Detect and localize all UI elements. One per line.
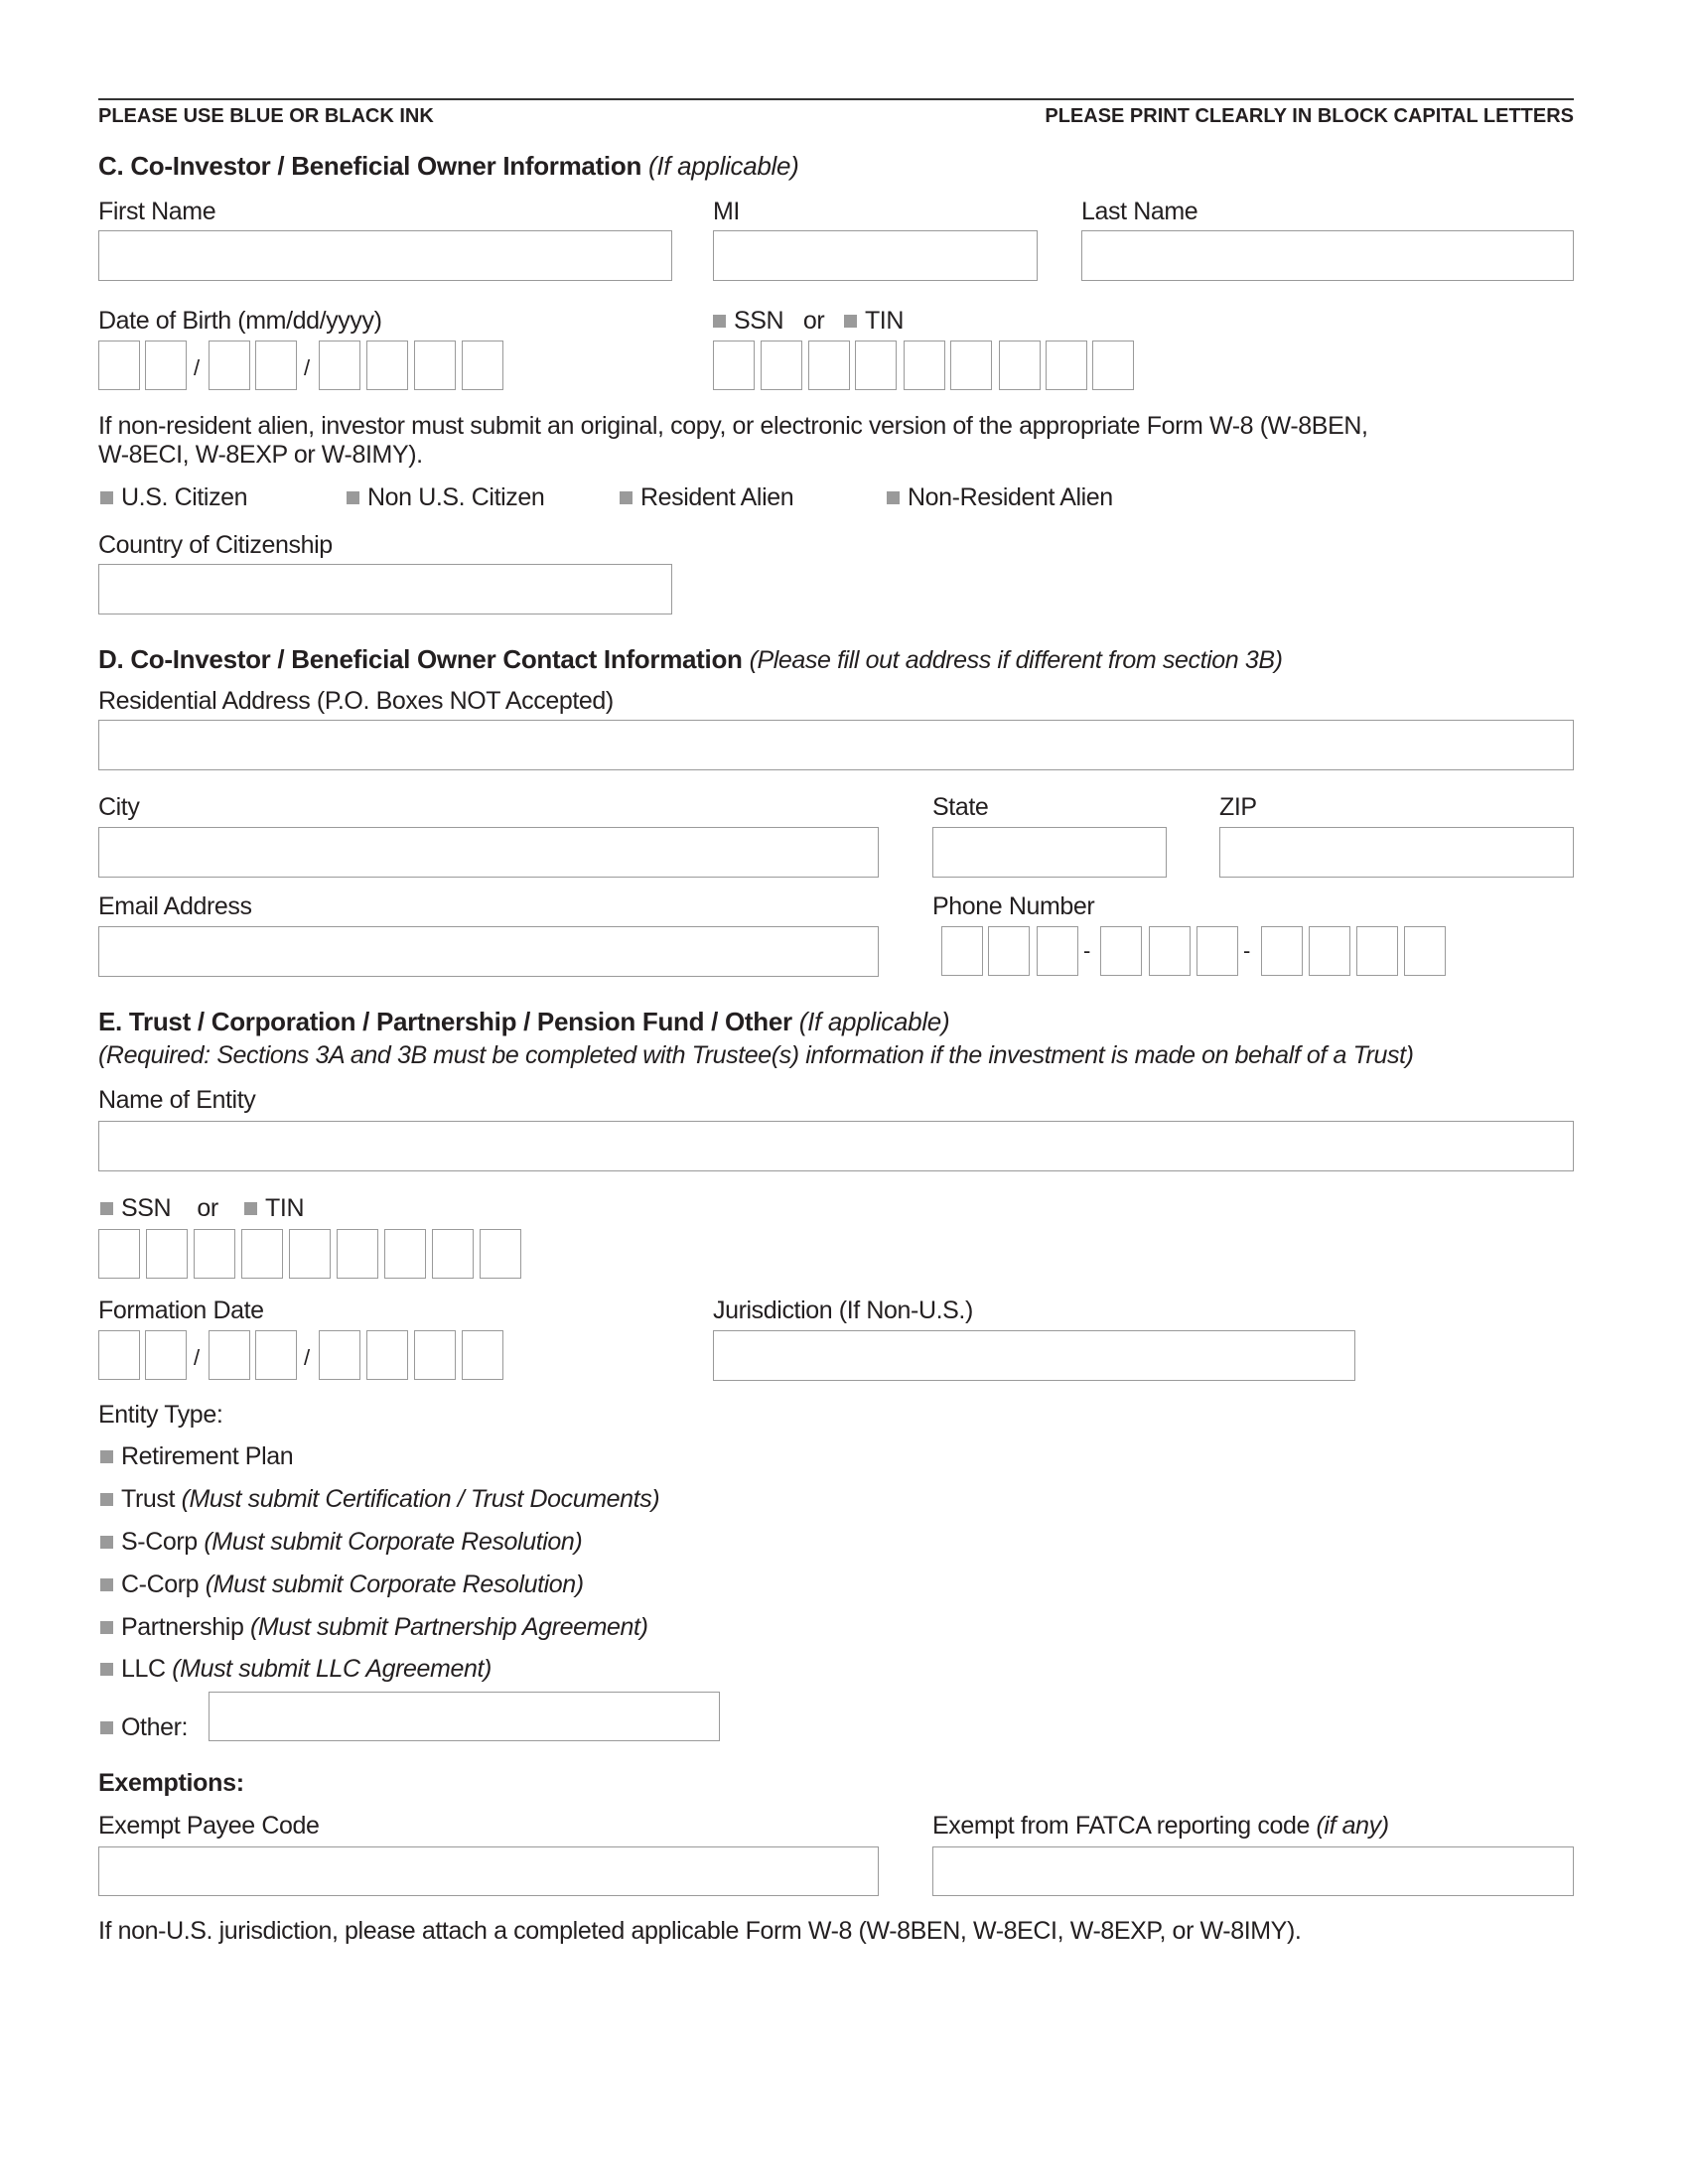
c-ssn-tin-choice: SSN or TIN — [713, 307, 904, 335]
checkbox[interactable] — [100, 1663, 113, 1676]
entity-tin-digit-cell[interactable] — [384, 1229, 426, 1279]
entity-type-label: C-Corp — [121, 1570, 200, 1598]
formation-date-label: Formation Date — [98, 1297, 264, 1324]
tin-checkbox[interactable] — [844, 315, 857, 328]
entity-type-note: (Must submit Certification / Trust Documents) — [181, 1485, 660, 1513]
email-field[interactable] — [98, 926, 879, 977]
entity-tin-digit-cell[interactable] — [241, 1229, 283, 1279]
entity-type-note: (Must submit Corporate Resolution) — [205, 1570, 584, 1598]
phone-digit-cell[interactable] — [941, 926, 983, 976]
ssn-checkbox[interactable] — [713, 315, 726, 328]
entity-type-label: Trust — [121, 1485, 176, 1513]
checkbox[interactable] — [347, 491, 359, 504]
phone-digit-cell[interactable] — [988, 926, 1030, 976]
last-name-label: Last Name — [1081, 198, 1198, 225]
entity-type-label: Partnership — [121, 1613, 244, 1641]
date-separator: / — [304, 1345, 311, 1370]
entity-name-field[interactable] — [98, 1121, 1574, 1171]
ssn-digit-cell[interactable] — [808, 341, 850, 390]
formation-date-digit-cell[interactable] — [366, 1330, 408, 1380]
entity-name-label: Name of Entity — [98, 1086, 256, 1114]
entity-type-option[interactable] — [100, 1528, 582, 1556]
address-field[interactable] — [98, 720, 1574, 770]
print-instruction: PLEASE PRINT CLEARLY IN BLOCK CAPITAL LETTERS — [1045, 105, 1574, 127]
entity-tin-digit-cell[interactable] — [337, 1229, 378, 1279]
zip-label: ZIP — [1219, 793, 1257, 821]
phone-digit-cell[interactable] — [1100, 926, 1142, 976]
w8-note: If non-U.S. jurisdiction, please attach a completed applicable Form W-8 (W-8BEN, W-8ECI, W-8EXP, or W-8IMY). — [98, 1917, 1302, 1945]
formation-date-digit-cell[interactable] — [98, 1330, 140, 1380]
entity-type-label: LLC — [121, 1655, 166, 1683]
dob-digit-cell[interactable] — [98, 341, 140, 390]
jurisdiction-field[interactable] — [713, 1330, 1355, 1381]
entity-tin-digit-cell[interactable] — [480, 1229, 521, 1279]
phone-digit-cell[interactable] — [1149, 926, 1191, 976]
ssn-checkbox[interactable] — [100, 1202, 113, 1215]
exempt-payee-field[interactable] — [98, 1846, 879, 1896]
formation-date-digit-cell[interactable] — [414, 1330, 456, 1380]
city-field[interactable] — [98, 827, 879, 878]
citizenship-us[interactable]: U.S. Citizen — [100, 483, 247, 511]
citizenship-non-us[interactable]: Non U.S. Citizen — [347, 483, 544, 511]
phone-digit-cell[interactable] — [1261, 926, 1303, 976]
ssn-digit-cell[interactable] — [999, 341, 1041, 390]
phone-separator: - — [1243, 938, 1251, 963]
dob-digit-cell[interactable] — [319, 341, 360, 390]
other-entity-field[interactable] — [209, 1692, 720, 1741]
dob-digit-cell[interactable] — [145, 341, 187, 390]
entity-type-option[interactable] — [100, 1613, 648, 1641]
ssn-digit-cell[interactable] — [761, 341, 802, 390]
entity-tin-digit-cell[interactable] — [146, 1229, 188, 1279]
checkbox[interactable] — [887, 491, 900, 504]
entity-type-label: S-Corp — [121, 1528, 198, 1556]
first-name-field[interactable] — [98, 230, 672, 281]
formation-date-digit-cell[interactable] — [319, 1330, 360, 1380]
entity-tin-digit-cell[interactable] — [98, 1229, 140, 1279]
section-c-title: C. Co-Investor / Beneficial Owner Information (If applicable) — [98, 151, 799, 181]
entity-type-option[interactable] — [100, 1655, 492, 1683]
first-name-label: First Name — [98, 198, 216, 225]
date-separator: / — [194, 355, 201, 380]
dob-label: Date of Birth (mm/dd/yyyy) — [98, 307, 382, 335]
citizenship-non-resident-alien[interactable]: Non-Resident Alien — [887, 483, 1113, 511]
dob-digit-cell[interactable] — [462, 341, 503, 390]
checkbox[interactable] — [100, 1578, 113, 1591]
dob-digit-cell[interactable] — [255, 341, 297, 390]
mi-label: MI — [713, 198, 740, 225]
section-d-title: D. Co-Investor / Beneficial Owner Contact Information (Please fill out address if different from section 3B) — [98, 644, 1283, 674]
phone-digit-cell[interactable] — [1196, 926, 1238, 976]
entity-type-label: Retirement Plan — [121, 1442, 294, 1470]
phone-digit-cell[interactable] — [1037, 926, 1078, 976]
dob-digit-cell[interactable] — [414, 341, 456, 390]
checkbox[interactable] — [100, 1536, 113, 1549]
city-label: City — [98, 793, 140, 821]
email-label: Email Address — [98, 892, 252, 920]
exempt-payee-label: Exempt Payee Code — [98, 1812, 320, 1840]
address-label: Residential Address (P.O. Boxes NOT Accepted) — [98, 687, 614, 715]
fatca-label: Exempt from FATCA reporting code (if any) — [932, 1812, 1389, 1840]
exemptions-title: Exemptions: — [98, 1769, 244, 1797]
ssn-digit-cell[interactable] — [950, 341, 992, 390]
entity-tin-digit-cell[interactable] — [289, 1229, 331, 1279]
formation-date-digit-cell[interactable] — [255, 1330, 297, 1380]
checkbox[interactable] — [100, 1621, 113, 1634]
entity-type-option[interactable] — [100, 1485, 659, 1513]
phone-digit-cell[interactable] — [1404, 926, 1446, 976]
ssn-digit-cell[interactable] — [1092, 341, 1134, 390]
dob-digit-cell[interactable] — [209, 341, 250, 390]
date-separator: / — [304, 355, 311, 380]
jurisdiction-label: Jurisdiction (If Non-U.S.) — [713, 1297, 973, 1324]
state-field[interactable] — [932, 827, 1167, 878]
entity-tin-digit-cell[interactable] — [432, 1229, 474, 1279]
last-name-field[interactable] — [1081, 230, 1574, 281]
phone-label: Phone Number — [932, 892, 1095, 920]
ssn-digit-cell[interactable] — [713, 341, 755, 390]
entity-type-label: Entity Type: — [98, 1401, 223, 1429]
nra-note-line1: If non-resident alien, investor must submit an original, copy, or electronic version of the appropriate Form W-8 (W-8BEN, — [98, 412, 1368, 440]
nra-note-line2: W-8ECI, W-8EXP or W-8IMY). — [98, 441, 423, 469]
ssn-digit-cell[interactable] — [904, 341, 945, 390]
e-ssn-tin-choice: SSN or TIN — [100, 1194, 304, 1222]
country-field[interactable] — [98, 564, 672, 614]
top-rule — [98, 98, 1574, 100]
fatca-field[interactable] — [932, 1846, 1574, 1896]
section-e-subtitle: (Required: Sections 3A and 3B must be completed with Trustee(s) information if the investment is made on behalf of a Trust) — [98, 1041, 1414, 1069]
entity-type-other[interactable]: Other: — [100, 1713, 188, 1741]
country-label: Country of Citizenship — [98, 531, 333, 559]
entity-type-option[interactable] — [100, 1570, 584, 1598]
formation-date-digit-cell[interactable] — [145, 1330, 187, 1380]
entity-type-note: (Must submit LLC Agreement) — [172, 1655, 492, 1683]
checkbox[interactable] — [620, 491, 633, 504]
formation-date-digit-cell[interactable] — [462, 1330, 503, 1380]
state-label: State — [932, 793, 989, 821]
entity-type-note: (Must submit Partnership Agreement) — [250, 1613, 648, 1641]
entity-type-option[interactable] — [100, 1442, 293, 1470]
phone-separator: - — [1083, 938, 1091, 963]
phone-digit-cell[interactable] — [1309, 926, 1350, 976]
section-e-title: E. Trust / Corporation / Partnership / Pension Fund / Other (If applicable) — [98, 1007, 950, 1036]
entity-tin-digit-cell[interactable] — [194, 1229, 235, 1279]
dob-digit-cell[interactable] — [366, 341, 408, 390]
zip-field[interactable] — [1219, 827, 1574, 878]
tin-checkbox[interactable] — [244, 1202, 257, 1215]
checkbox[interactable] — [100, 491, 113, 504]
ssn-digit-cell[interactable] — [1046, 341, 1087, 390]
checkbox[interactable] — [100, 1450, 113, 1463]
checkbox[interactable] — [100, 1493, 113, 1506]
entity-type-note: (Must submit Corporate Resolution) — [204, 1528, 583, 1556]
ink-instruction: PLEASE USE BLUE OR BLACK INK — [98, 105, 434, 127]
mi-field[interactable] — [713, 230, 1038, 281]
phone-digit-cell[interactable] — [1356, 926, 1398, 976]
citizenship-resident-alien[interactable]: Resident Alien — [620, 483, 793, 511]
checkbox[interactable] — [100, 1721, 113, 1734]
formation-date-digit-cell[interactable] — [209, 1330, 250, 1380]
ssn-digit-cell[interactable] — [855, 341, 897, 390]
date-separator: / — [194, 1345, 201, 1370]
